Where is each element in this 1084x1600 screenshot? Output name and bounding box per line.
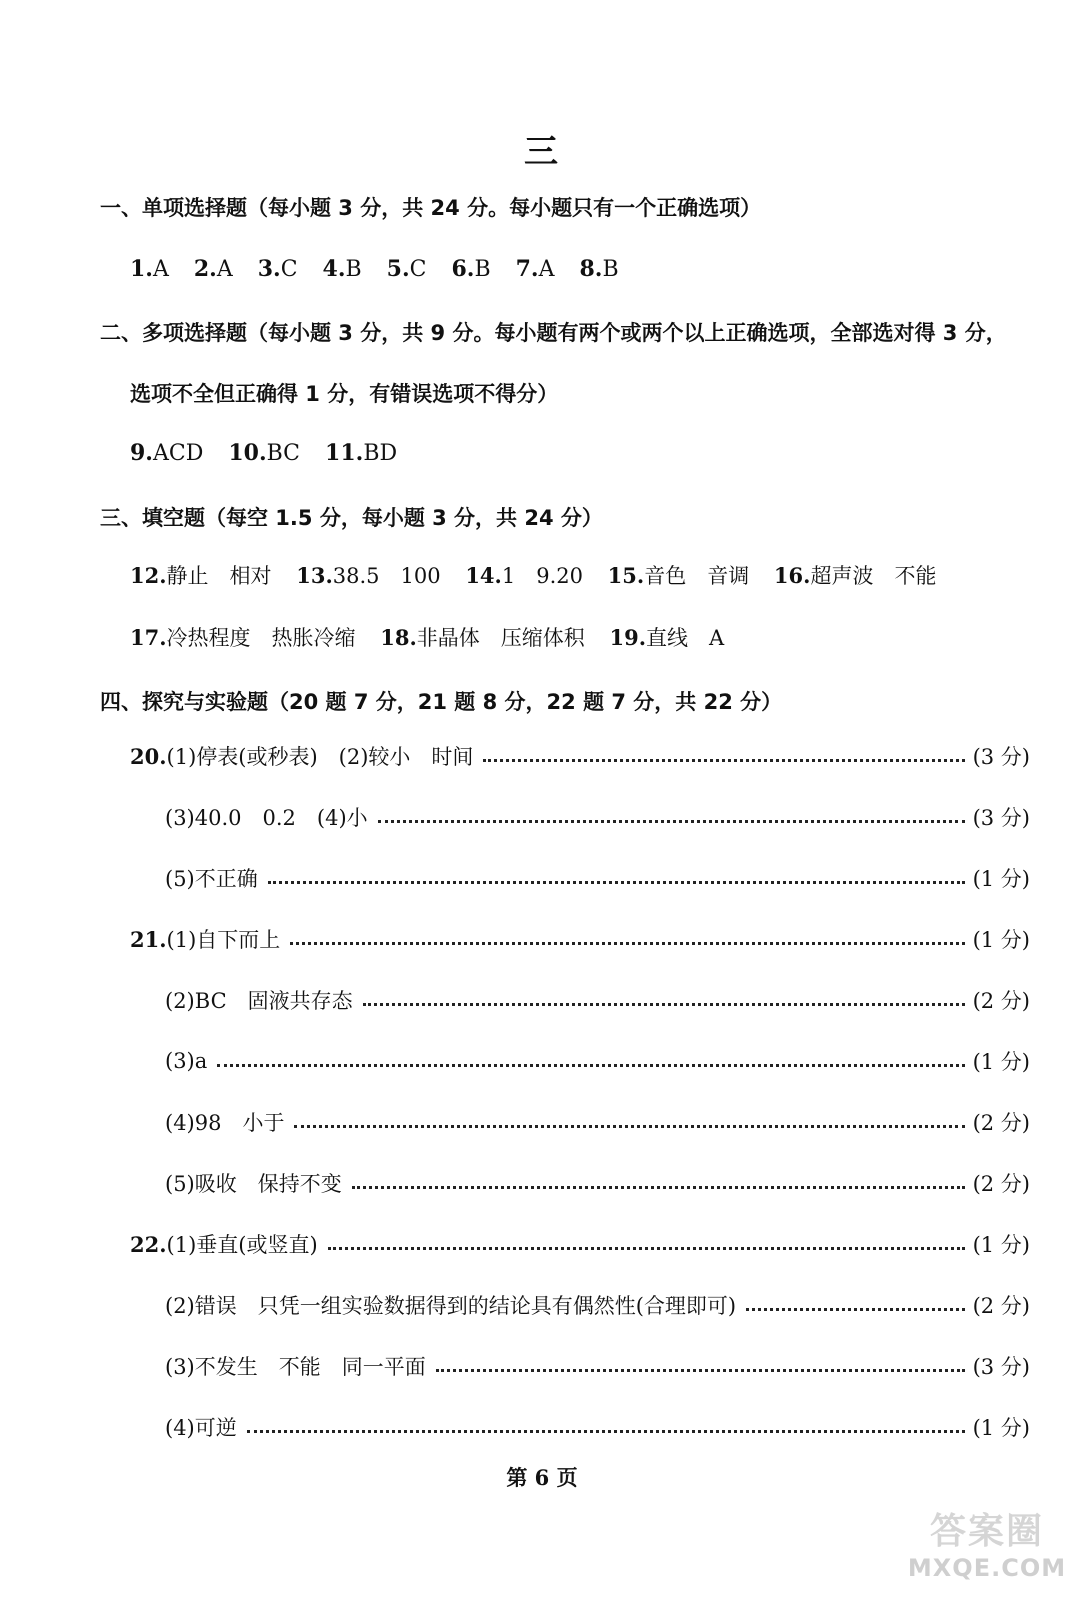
answer-item: 7.A bbox=[515, 256, 555, 282]
answer-row: (4)可逆 (1 分) bbox=[165, 1407, 1030, 1447]
watermark-url: MXQE.COM bbox=[907, 1554, 1067, 1582]
score-label: (1 分) bbox=[972, 1233, 1030, 1257]
answer-row: (5)不正确 (1 分) bbox=[165, 858, 1030, 898]
answer-item: 10.BC bbox=[228, 440, 301, 466]
answer-item: 1.A bbox=[130, 256, 169, 282]
score-label: (3 分) bbox=[972, 745, 1030, 769]
score-label: (1 分) bbox=[972, 928, 1030, 952]
answer-row: (2)BC 固液共存态 (2 分) bbox=[165, 980, 1030, 1020]
answers-fill-blank-line2 bbox=[130, 622, 742, 652]
page-title: 三 bbox=[524, 132, 560, 172]
answer-item: 15.音色 音调 bbox=[607, 563, 750, 588]
leader-dots bbox=[363, 1003, 965, 1006]
answer-item: 5.C bbox=[386, 256, 427, 282]
answer-item: 11.BD bbox=[325, 440, 398, 466]
answer-item: 8.B bbox=[579, 256, 619, 282]
answer-row: (5)吸收 保持不变 (2 分) bbox=[165, 1163, 1030, 1203]
answer-item: 4.B bbox=[322, 256, 362, 282]
answer-item: 9.ACD bbox=[130, 440, 204, 466]
answer-row: (4)98 小于 (2 分) bbox=[165, 1102, 1030, 1142]
answer-row: 20.(1)停表(或秒表) (2)较小 时间 (3 分) bbox=[130, 736, 1030, 776]
section-heading-fill-blank: 三、填空题（每空 1.5 分，每小题 3 分，共 24 分） bbox=[100, 506, 603, 530]
answer-item: 16.超声波 不能 bbox=[773, 563, 937, 588]
page-number: 第 6 页 bbox=[506, 1465, 578, 1490]
leader-dots bbox=[294, 1125, 964, 1128]
score-label: (1 分) bbox=[972, 1416, 1030, 1440]
answer-row: (3)a (1 分) bbox=[165, 1041, 1030, 1081]
score-label: (2 分) bbox=[972, 1111, 1030, 1135]
answer-item: 14.1 9.20 bbox=[465, 563, 583, 588]
answer-row: (2)错误 只凭一组实验数据得到的结论具有偶然性(合理即可) (2 分) bbox=[165, 1285, 1030, 1325]
score-label: (2 分) bbox=[972, 1294, 1030, 1318]
leader-dots bbox=[328, 1247, 965, 1250]
answers-single-choice bbox=[130, 256, 637, 282]
watermark-text: 答案圈 bbox=[929, 1511, 1044, 1552]
leader-dots bbox=[290, 942, 964, 945]
answer-row: 21.(1)自下而上 (1 分) bbox=[130, 919, 1030, 959]
score-label: (1 分) bbox=[972, 867, 1030, 891]
answer-item: 19.直线 A bbox=[609, 625, 725, 650]
leader-dots bbox=[268, 881, 965, 884]
leader-dots bbox=[378, 820, 965, 823]
answers-multi-choice bbox=[130, 440, 415, 466]
section-heading-single-choice: 一、单项选择题（每小题 3 分，共 24 分。每小题只有一个正确选项） bbox=[100, 196, 762, 220]
leader-dots bbox=[352, 1186, 965, 1189]
score-label: (2 分) bbox=[972, 989, 1030, 1013]
leader-dots bbox=[483, 759, 964, 762]
leader-dots bbox=[436, 1369, 965, 1372]
answer-row: 22.(1)垂直(或竖直) (1 分) bbox=[130, 1224, 1030, 1264]
answer-item: 13.38.5 100 bbox=[296, 563, 441, 588]
section-heading-experiment: 四、探究与实验题（20 题 7 分，21 题 8 分，22 题 7 分，共 22 分） bbox=[100, 690, 783, 714]
answer-item: 3.C bbox=[257, 256, 298, 282]
answers-fill-blank-line1 bbox=[130, 560, 954, 590]
answer-item: 6.B bbox=[451, 256, 491, 282]
answer-row: (3)不发生 不能 同一平面 (3 分) bbox=[165, 1346, 1030, 1386]
section-heading-multi-choice: 二、多项选择题（每小题 3 分，共 9 分。每小题有两个或两个以上正确选项，全部选对得 3 分， bbox=[100, 321, 1007, 345]
score-label: (2 分) bbox=[972, 1172, 1030, 1196]
section-heading-multi-choice-cont: 选项不全但正确得 1 分，有错误选项不得分） bbox=[130, 382, 559, 406]
score-label: (3 分) bbox=[972, 1355, 1030, 1379]
watermark-logo bbox=[907, 1498, 1067, 1582]
leader-dots bbox=[247, 1430, 965, 1433]
answer-item: 12.静止 相对 bbox=[130, 563, 272, 588]
leader-dots bbox=[746, 1308, 964, 1311]
answer-item: 17.冷热程度 热胀冷缩 bbox=[130, 625, 356, 650]
answer-item: 2.A bbox=[193, 256, 233, 282]
score-label: (1 分) bbox=[972, 1050, 1030, 1074]
leader-dots bbox=[217, 1064, 964, 1067]
answer-row: (3)40.0 0.2 (4)小 (3 分) bbox=[165, 797, 1030, 837]
score-label: (3 分) bbox=[972, 806, 1030, 830]
answer-item: 18.非晶体 压缩体积 bbox=[380, 625, 585, 650]
